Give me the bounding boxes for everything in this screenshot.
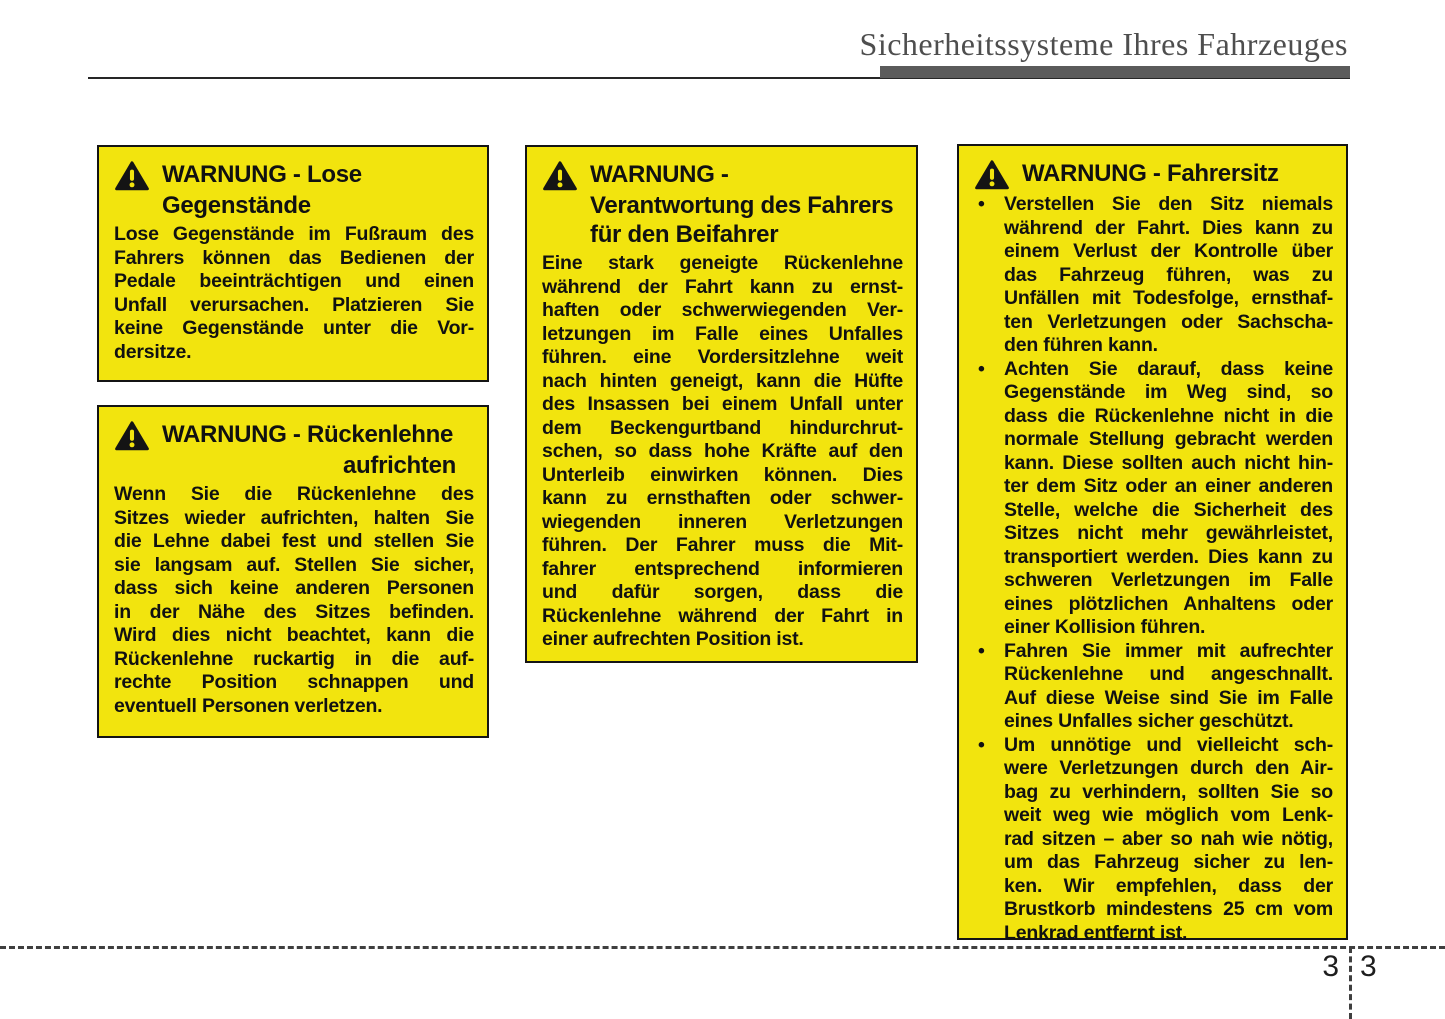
bullet-dot: • [978,639,985,662]
text-line: sie langsam auf. Stellen Sie sicher, [114,553,474,576]
text-line: letzungen im Falle eines Unfalles [542,322,903,345]
warning-triangle-icon [114,421,150,451]
text-line: führen. eine Vordersitzlehne weit [542,346,903,368]
text-line: dem Beckengurtband hindurchrut- [542,416,903,439]
text-line: das Fahrzeug führen, was zu [1004,263,1333,286]
text-line: ken. Wir empfehlen, dass der [1004,874,1333,897]
bullet-dot: • [978,357,985,380]
warning-triangle-icon [974,160,1010,190]
warning-title-line: Gegenstände [162,192,311,219]
text-line: die Lehne dabei fest und stellen Sie [114,530,474,552]
crop-line-vertical [1349,947,1352,1019]
header-bar [880,66,1350,78]
warning-title [114,420,474,451]
text-line: Sitzes wieder aufrichten, halten Sie [114,506,474,529]
warning-title [114,160,474,191]
warning-title-line: WARNUNG - Rückenlehne [162,421,454,448]
warning-title-line: aufrichten [342,452,456,479]
bullet-item [974,193,1333,358]
text-line: in der Nähe des Sitzes befinden. [114,600,474,623]
text-line: Achten Sie darauf, dass keine [1004,357,1333,380]
text-line: ten Verletzungen oder Sachscha- [1004,310,1333,333]
text-line: Sitzes nicht mehr gewährleistet, [1004,522,1333,544]
text-line: Unfall verursachen. Platzieren Sie [114,293,474,316]
bullet-text [1004,193,1333,358]
text-line: Rückenlehne und angeschnallt. [1004,663,1333,685]
text-line: Auf diese Weise sind Sie im Falle [1004,686,1333,709]
text-line: weit weg wie möglich vom Lenk- [1004,804,1333,826]
warning-title-line: für den Beifahrer [590,221,779,248]
warning-title-line: WARNUNG - [590,161,729,188]
bullet-text [1004,640,1333,734]
text-line: einer Kollision führen. [1004,616,1206,638]
text-line: Gegenstände im Weg sind, so [1004,381,1333,403]
bullet-item [974,358,1333,640]
text-line: Wenn Sie die Rückenlehne des [114,483,474,505]
text-line: eventuell Personen verletzen. [114,694,383,717]
text-line: einem Verlust der Kontrolle über [1004,240,1333,262]
text-line: transportiert werden. Dies kann zu [1004,545,1333,568]
text-line: Verstellen Sie den Sitz niemals [1004,193,1333,215]
text-line: Lose Gegenstände im Fußraum des [114,223,474,245]
text-line: Brustkorb mindestens 25 cm vom [1004,898,1333,920]
text-line: Wird dies nicht beachtet, kann die [114,624,474,646]
page-number-chapter: 3 [1322,950,1339,983]
text-line: eines plötzlichen Anhaltens oder [1004,592,1333,615]
text-line: eines Unfalles sicher geschützt. [1004,710,1294,732]
text-line: des Insassen bei einem Unfall unter [542,393,903,415]
text-line: ter dem Sitz oder an einer anderen [1004,475,1333,497]
warning-box-lose-gegenstaende [97,145,489,382]
warning-title [974,159,1333,190]
warning-body [114,483,474,718]
bullet-dot: • [978,733,985,756]
bullet-dot: • [978,193,985,215]
text-line: normale Stellung gebracht werden [1004,428,1333,450]
warning-body [974,193,1333,945]
text-line: rechte Position schnappen und [114,671,474,693]
text-line: schweren Verletzungen im Falle [1004,569,1333,591]
text-line: dass die Rückenlehne nicht in die [1004,404,1333,427]
text-line: dass sich keine anderen Personen [114,577,474,599]
text-line: kann zu ernsthaften oder schwer- [542,487,903,509]
text-line: um das Fahrzeug sicher zu len- [1004,851,1333,873]
warning-box-verantwortung-des-fahrers [525,145,918,663]
text-line: Stelle, welche die Sicherheit des [1004,498,1333,521]
text-line: dersitze. [114,340,192,363]
text-line: während der Fahrt kann zu ernst- [542,275,903,298]
text-line: rad sitzen – aber so nah wie nötig, [1004,827,1333,850]
text-line: wiegenden inneren Verletzungen [542,510,903,533]
text-line: fahrer entsprechend informieren [542,557,903,580]
text-line: keine Gegenstände unter die Vor- [114,317,474,339]
text-line: kann. Diese sollten auch nicht hin- [1004,451,1333,474]
crop-line-horizontal [0,946,1445,949]
text-line: schen, so dass hohe Kräfte auf den [542,440,903,462]
warning-title-line: Verantwortung des Fahrers [590,192,894,219]
text-line: Unterleib einwirken können. Dies [542,463,903,486]
warning-title-line: WARNUNG - Fahrersitz [1022,160,1279,187]
text-line: Rückenlehne ruckartig in die auf- [114,647,474,670]
page-number-page: 3 [1360,950,1377,983]
bullet-item [974,734,1333,946]
page-title: Sicherheitssysteme Ihres Fahrzeuges [859,26,1348,62]
warning-title-line: WARNUNG - Lose [162,161,362,188]
text-line: bag zu verhindern, sollten Sie so [1004,780,1333,803]
warning-box-rueckenlehne-aufrichten [97,405,489,738]
bullet-text [1004,358,1333,640]
text-line: Lenkrad entfernt ist. [1004,921,1188,944]
text-line: haften oder schwerwiegenden Ver- [542,299,903,321]
warning-box-fahrersitz [957,144,1348,944]
warning-title [542,160,903,191]
text-line: einer aufrechten Position ist. [542,628,804,650]
text-line: Fahrers können das Bedienen der [114,246,474,269]
text-line: und dafür sorgen, dass die [542,581,903,603]
text-line: nach hinten geneigt, kann die Hüfte [542,369,903,392]
text-line: Fahren Sie immer mit aufrechter [1004,639,1333,662]
text-line: während der Fahrt. Dies kann zu [1004,216,1333,239]
text-line: Pedale beeinträchtigen und einen [114,270,474,292]
bullet-text [1004,734,1333,946]
text-line: Eine stark geneigte Rückenlehne [542,252,903,274]
text-line: Rückenlehne während der Fahrt in [542,604,903,627]
text-line: Um unnötige und vielleicht sch- [1004,733,1333,756]
text-line: Unfällen mit Todesfolge, ernsthaf- [1004,287,1333,309]
warning-body [114,223,474,364]
warning-body [542,252,903,652]
text-line: führen. Der Fahrer muss die Mit- [542,534,903,556]
text-line: were Verletzungen durch den Air- [1004,757,1333,779]
warning-triangle-icon [114,161,150,191]
bullet-item [974,640,1333,734]
text-line: den führen kann. [1004,334,1158,356]
warning-triangle-icon [542,161,578,191]
